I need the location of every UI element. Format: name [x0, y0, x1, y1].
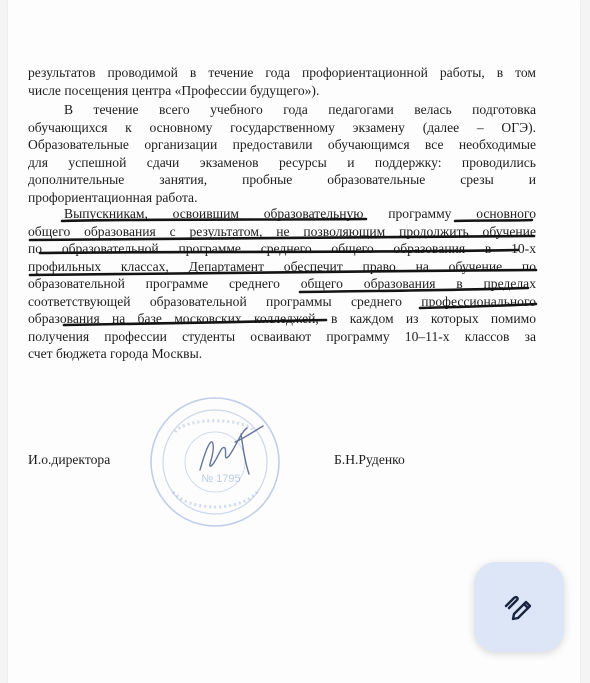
text-line: профильных классах, Департамент обеспечит право на обучение по	[28, 258, 536, 274]
text-line: числе посещения центра «Профессии будущего»).	[28, 82, 320, 98]
text-line: профориентационная работа.	[28, 189, 198, 205]
edit-pen-icon	[500, 588, 538, 626]
handwritten-signature	[200, 426, 263, 474]
paragraph-3	[28, 205, 536, 363]
text-line: дополнительные занятия, пробные образовательные срезы и	[28, 172, 536, 187]
text-line: Образовательные организации предоставили обучающимся все необходимые	[28, 137, 536, 152]
text-line: образования на базе московских колледжей, в каждом из которых помимо	[28, 311, 536, 326]
text-line: обучающихся к основному государственному экзамену (далее – ОГЭ).	[28, 119, 536, 135]
paragraph-2	[28, 101, 536, 206]
text-line: Выпускникам, освоившим образовательную программу основного	[64, 206, 536, 221]
text-line: образовательной программе среднего общего образования в пределах	[28, 276, 536, 291]
signatory-name: Б.Н.Руденко	[334, 452, 405, 467]
stamp-seal-icon	[145, 392, 285, 532]
text-line: соответствующей образовательной программы среднего профессионального	[28, 293, 536, 309]
text-line: счет бюджета города Москвы.	[28, 346, 203, 361]
text-line: В течение всего учебного года педагогами велась подготовка	[64, 102, 536, 117]
signatory-position: И.о.директора	[28, 452, 111, 467]
stamp-number: № 1795	[201, 473, 241, 485]
text-line: для успешной сдачи экзаменов ресурсы и поддержку: проводились	[28, 154, 536, 170]
text-line: по образовательной программе среднего общего образования в 10-х	[28, 241, 536, 256]
text-line: получения профессии студенты осваивают программу 10–11-х классов за	[28, 328, 536, 344]
edit-button[interactable]	[474, 562, 564, 652]
text-line: результатов проводимой в течение года профориентационной работы, в том	[28, 65, 536, 80]
official-stamp	[145, 392, 285, 532]
text-line: общего образования с результатом, не позволяющим продолжить обучение	[28, 223, 536, 239]
paragraph-1	[28, 64, 536, 99]
